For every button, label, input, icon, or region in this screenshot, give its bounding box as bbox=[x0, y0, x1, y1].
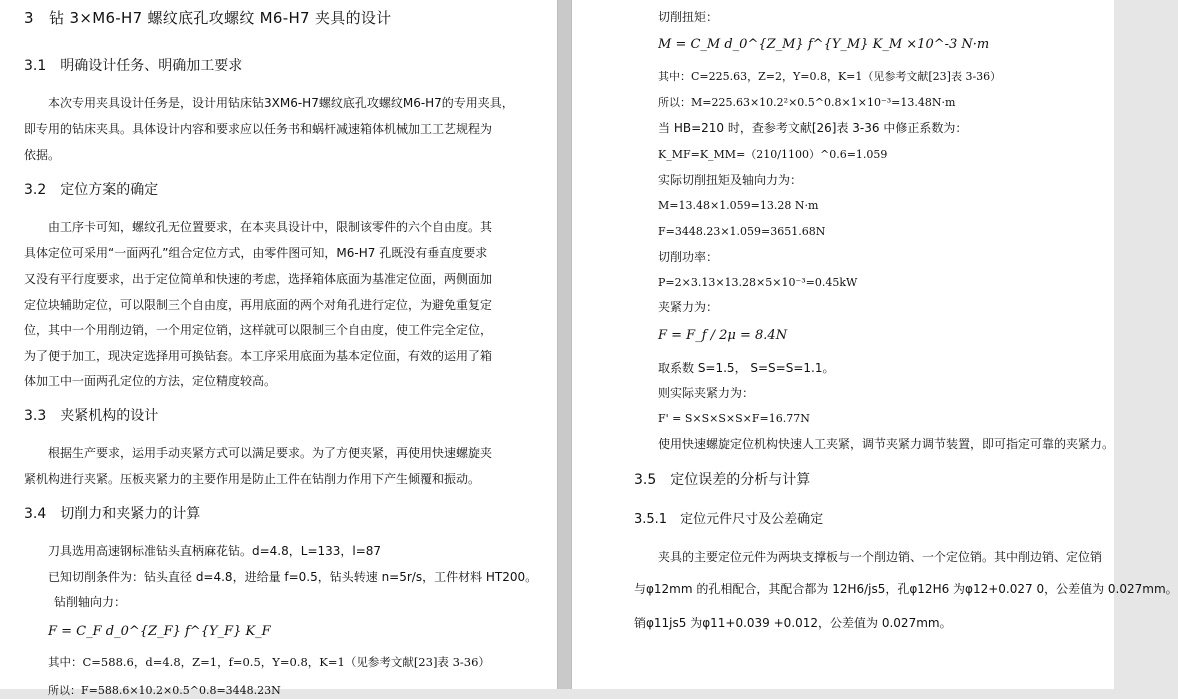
torque-label: 切削扭矩： bbox=[658, 10, 719, 24]
clamp-formula: F = F_f / 2μ = 8.4N bbox=[658, 328, 788, 343]
where-line: 其中：C=225.63，Z=2，Y=0.8，K=1（见参考文献[23]表 3-36） bbox=[658, 70, 1002, 83]
s33-line: 紧机构进行夹紧。压板夹紧力的主要作用是防止工件在钻削力作用下产生倾覆和振动。 bbox=[24, 472, 481, 486]
right-page bbox=[572, 0, 1178, 689]
where-line: 其中：C=588.6，d=4.8，Z=1，f=0.5，Y=0.8，K=1（见参考文献[23]表 3-36） bbox=[48, 655, 490, 669]
s32-line: 位，其中一个用削边销，一个用定位销，这样就可以限制三个自由度，使工件完全定位， bbox=[24, 323, 493, 337]
so-line: 所以：M=225.63×10.2²×0.5^0.8×1×10⁻³=13.48N·m bbox=[658, 96, 956, 109]
s31-line: 即专用的钻床夹具。具体设计内容和要求应以任务书和蜗杆减速箱体机械加工工艺规程为 bbox=[24, 122, 493, 136]
m-line: M=13.48×1.059=13.28 N·m bbox=[658, 199, 819, 212]
use-line: 使用快速螺旋定位机构快速人工夹紧，调节夹紧力调节装置，即可指定可靠的夹紧力。 bbox=[658, 437, 1115, 451]
s32-line: 定位块辅助定位，可以限制三个自由度，再用底面的两个对角孔进行定位，为避免重复定 bbox=[24, 298, 493, 312]
actual-clamp-label: 则实际夹紧力为： bbox=[658, 386, 755, 400]
axial-formula: F = C_F d_0^{Z_F} f^{Y_F} K_F bbox=[48, 624, 271, 639]
so-line: 所以：F=588.6×10.2×0.5^0.8=3448.23N bbox=[48, 684, 281, 697]
section-3-4-title: 3.4 切削力和夹紧力的计算 bbox=[24, 506, 201, 522]
para-line: 销φ11js5 为φ11+0.039 +0.012，公差值为 0.027mm。 bbox=[634, 616, 952, 630]
s32-line: 体加工中一面两孔定位的方法，定位精度较高。 bbox=[24, 374, 277, 388]
s33-line: 根据生产要求，运用手动夹紧方式可以满足要求。为了方便夹紧，再使用快速螺旋夹 bbox=[48, 446, 493, 460]
para-line: 与φ12mm 的孔相配合，其配合都为 12H6/js5，孔φ12H6 为φ12+0.027 0，公差值为 0.027mm。 bbox=[634, 582, 1178, 596]
actual-label: 实际切削扭矩及轴向力为： bbox=[658, 173, 803, 187]
page-gutter bbox=[557, 0, 572, 689]
power-label: 切削功率： bbox=[658, 250, 719, 264]
torque-formula: M = C_M d_0^{Z_M} f^{Y_M} K_M ×10^-3 N·m bbox=[658, 37, 990, 52]
known-line: 已知切削条件为：钻头直径 d=4.8，进给量 f=0.5，钻头转速 n=5r/s，工件材料 HT200。 bbox=[48, 570, 538, 584]
s31-line: 依据。 bbox=[24, 148, 61, 162]
para-line: 夹具的主要定位元件为两块支撑板与一个削边销、一个定位销。其中削边销、定位销 bbox=[658, 550, 1103, 564]
section-3-2-title: 3.2 定位方案的确定 bbox=[24, 182, 159, 198]
left-page bbox=[0, 0, 557, 697]
s32-line: 由工序卡可知，螺纹孔无位置要求，在本夹具设计中，限制该零件的六个自由度。其 bbox=[48, 220, 493, 234]
s32-line: 又没有平行度要求，出于定位简单和快速的考虑，选择箱体底面为基准定位面，两侧面加 bbox=[24, 272, 493, 286]
s32-line: 为了便于加工，现决定选择用可换钻套。本工序采用底面为基本定位面，有效的运用了箱 bbox=[24, 349, 493, 363]
section-3-5-title: 3.5 定位误差的分析与计算 bbox=[634, 472, 811, 488]
actual-clamp-line: F' = S×S×S×S×F=16.77N bbox=[658, 412, 810, 425]
section-3-3-title: 3.3 夹紧机构的设计 bbox=[24, 408, 159, 424]
chapter-title: 3 钻 3×M6-H7 螺纹底孔攻螺纹 M6-H7 夹具的设计 bbox=[24, 9, 392, 27]
section-3-1-title: 3.1 明确设计任务、明确加工要求 bbox=[24, 58, 243, 74]
f-line: F=3448.23×1.059=3651.68N bbox=[658, 225, 826, 238]
clamp-label: 夹紧力为： bbox=[658, 300, 719, 314]
hb-line: 当 HB=210 时，查参考文献[26]表 3-36 中修正系数为： bbox=[658, 121, 968, 135]
axial-label: 钻削轴向力： bbox=[54, 595, 127, 609]
power-line: P=2×3.13×13.28×5×10⁻³=0.45kW bbox=[658, 276, 858, 289]
section-3-5-1-title: 3.5.1 定位元件尺寸及公差确定 bbox=[634, 512, 824, 527]
coef-line: 取系数 S=1.5， S=S=S=1.1。 bbox=[658, 361, 835, 375]
k-line: K_MF=K_MM=（210/1100）^0.6=1.059 bbox=[658, 148, 888, 161]
tool-line: 刀具选用高速钢标准钻头直柄麻花钻。d=4.8，L=133，l=87 bbox=[48, 544, 382, 558]
s32-line: 具体定位可采用“一面两孔”组合定位方式，由零件图可知，M6-H7 孔既没有垂直度要求 bbox=[24, 246, 488, 260]
s31-line: 本次专用夹具设计任务是，设计用钻床钻3XM6-H7螺纹底孔攻螺纹M6-H7的专用夹具， bbox=[48, 96, 514, 110]
